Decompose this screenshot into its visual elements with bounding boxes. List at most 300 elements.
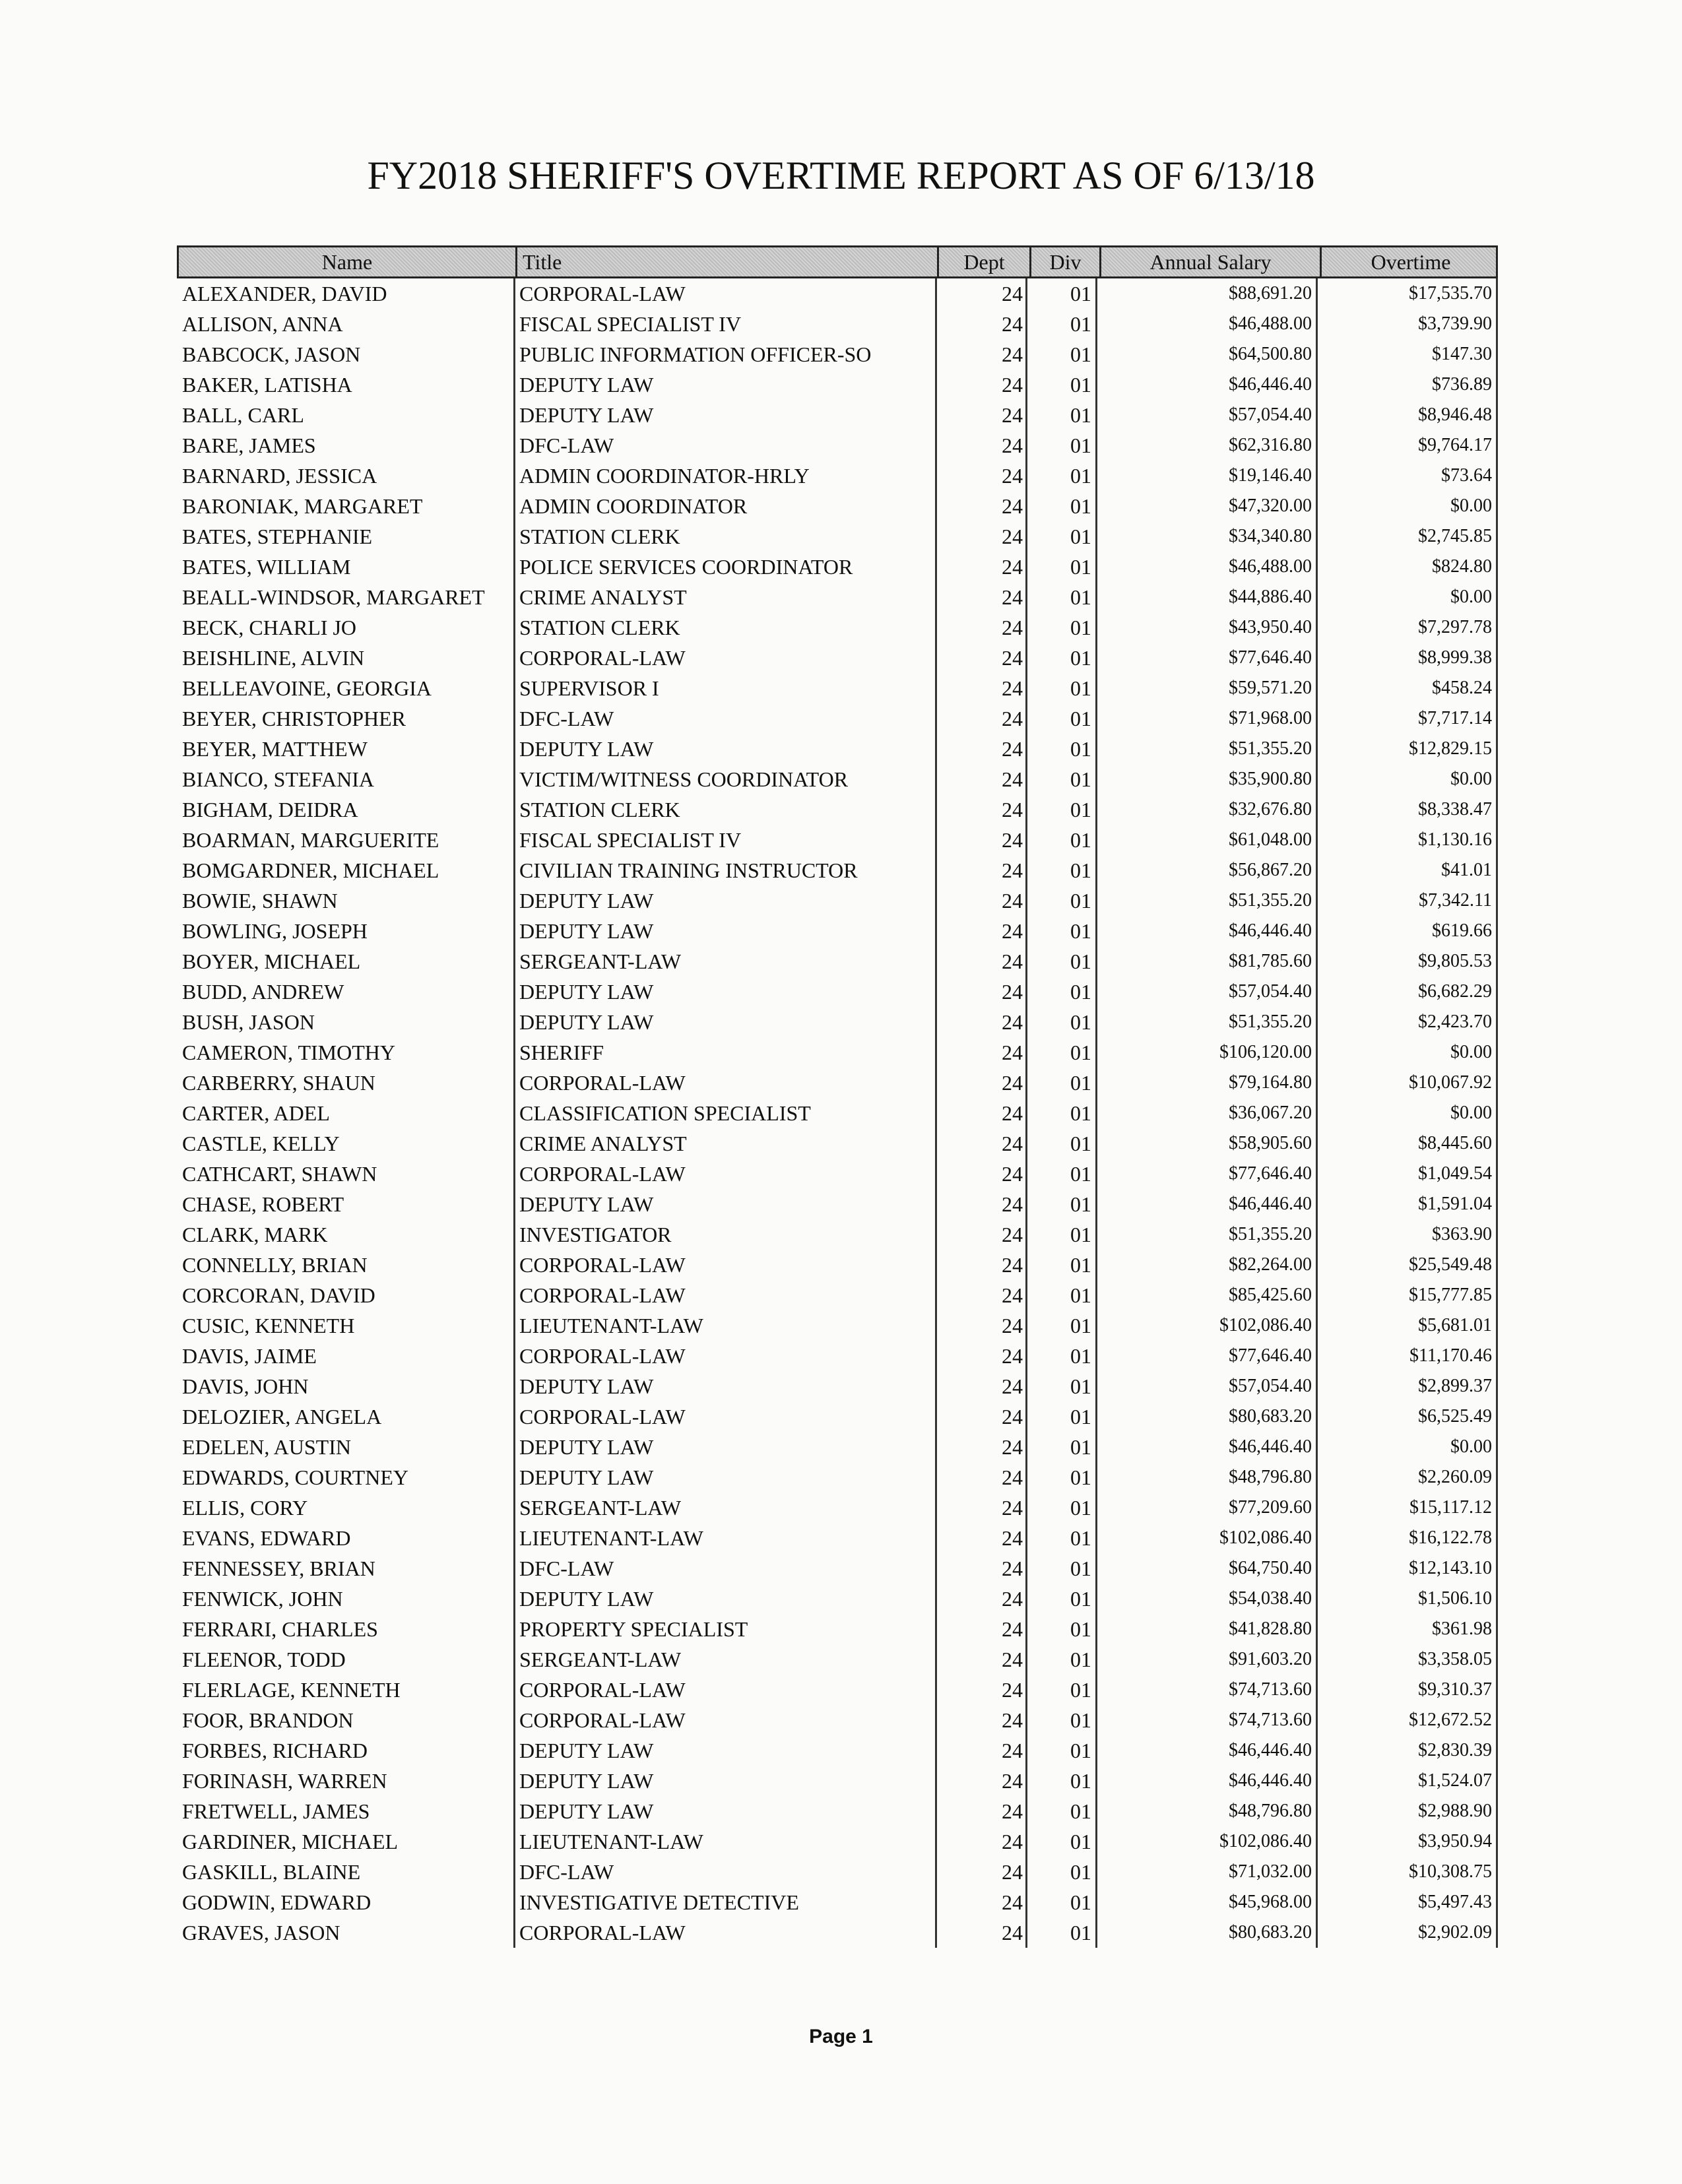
cell-name: BABCOCK, JASON [182, 342, 361, 366]
table-row [177, 1735, 1498, 1766]
cell-title: PUBLIC INFORMATION OFFICER-SO [513, 339, 935, 369]
cell-overtime: $2,260.09 [1318, 1462, 1498, 1493]
cell-dept: 24 [935, 430, 1027, 461]
cell-div: 01 [1027, 1401, 1097, 1432]
cell-overtime: $0.00 [1318, 1037, 1498, 1068]
cell-annual-salary: $45,968.00 [1097, 1887, 1318, 1917]
table-row [177, 400, 1498, 430]
cell-title: INVESTIGATOR [513, 1219, 935, 1250]
cell-name: BOWIE, SHAWN [182, 888, 338, 913]
cell-annual-salary: $54,038.40 [1097, 1584, 1318, 1614]
cell-overtime: $619.66 [1318, 916, 1498, 946]
cell-overtime: $9,764.17 [1318, 430, 1498, 461]
cell-dept: 24 [935, 1887, 1027, 1917]
cell-div: 01 [1027, 794, 1097, 825]
cell-dept: 24 [935, 612, 1027, 643]
cell-dept: 24 [935, 825, 1027, 855]
cell-dept: 24 [935, 1250, 1027, 1280]
cell-overtime: $3,739.90 [1318, 309, 1498, 339]
cell-overtime: $363.90 [1318, 1219, 1498, 1250]
cell-annual-salary: $32,676.80 [1097, 794, 1318, 825]
cell-overtime: $12,143.10 [1318, 1553, 1498, 1584]
table-row [177, 977, 1498, 1007]
table-row [177, 1523, 1498, 1553]
cell-annual-salary: $46,446.40 [1097, 1766, 1318, 1796]
cell-title: STATION CLERK [513, 521, 935, 552]
cell-dept: 24 [935, 1735, 1027, 1766]
cell-name: CLARK, MARK [182, 1222, 328, 1246]
cell-div: 01 [1027, 916, 1097, 946]
cell-overtime: $2,745.85 [1318, 521, 1498, 552]
cell-annual-salary: $57,054.40 [1097, 977, 1318, 1007]
cell-annual-salary: $74,713.60 [1097, 1705, 1318, 1735]
cell-title: DEPUTY LAW [513, 1584, 935, 1614]
table-row [177, 1493, 1498, 1523]
cell-div: 01 [1027, 400, 1097, 430]
cell-overtime: $824.80 [1318, 552, 1498, 582]
cell-dept: 24 [935, 1644, 1027, 1675]
cell-title: FISCAL SPECIALIST IV [513, 309, 935, 339]
cell-title: CORPORAL-LAW [513, 1159, 935, 1189]
cell-div: 01 [1027, 1493, 1097, 1523]
cell-name: FORBES, RICHARD [182, 1738, 368, 1762]
cell-dept: 24 [935, 1675, 1027, 1705]
cell-title: DEPUTY LAW [513, 1766, 935, 1796]
cell-div: 01 [1027, 1007, 1097, 1037]
cell-name: FORINASH, WARREN [182, 1768, 387, 1793]
cell-title: CIVILIAN TRAINING INSTRUCTOR [513, 855, 935, 885]
cell-annual-salary: $51,355.20 [1097, 734, 1318, 764]
table-row [177, 794, 1498, 825]
cell-title: CLASSIFICATION SPECIALIST [513, 1098, 935, 1128]
cell-dept: 24 [935, 1371, 1027, 1401]
cell-annual-salary: $46,446.40 [1097, 369, 1318, 400]
cell-title: DEPUTY LAW [513, 1735, 935, 1766]
cell-dept: 24 [935, 339, 1027, 369]
cell-dept: 24 [935, 1098, 1027, 1128]
cell-name: FERRARI, CHARLES [182, 1617, 378, 1641]
cell-overtime: $0.00 [1318, 1432, 1498, 1462]
cell-div: 01 [1027, 1523, 1097, 1553]
cell-annual-salary: $85,425.60 [1097, 1280, 1318, 1310]
table-row [177, 916, 1498, 946]
cell-title: ADMIN COORDINATOR-HRLY [513, 461, 935, 491]
cell-div: 01 [1027, 1037, 1097, 1068]
overtime-table [177, 245, 1498, 1948]
cell-name: BIANCO, STEFANIA [182, 767, 374, 791]
cell-dept: 24 [935, 885, 1027, 916]
cell-dept: 24 [935, 1128, 1027, 1159]
cell-annual-salary: $62,316.80 [1097, 430, 1318, 461]
cell-name: DAVIS, JOHN [182, 1374, 309, 1398]
cell-overtime: $8,999.38 [1318, 643, 1498, 673]
cell-overtime: $15,117.12 [1318, 1493, 1498, 1523]
cell-name: BARNARD, JESSICA [182, 463, 377, 488]
cell-div: 01 [1027, 1705, 1097, 1735]
cell-div: 01 [1027, 612, 1097, 643]
cell-title: DEPUTY LAW [513, 977, 935, 1007]
cell-name: EDWARDS, COURTNEY [182, 1465, 408, 1489]
cell-overtime: $8,946.48 [1318, 400, 1498, 430]
cell-annual-salary: $48,796.80 [1097, 1462, 1318, 1493]
cell-annual-salary: $77,209.60 [1097, 1493, 1318, 1523]
cell-title: SERGEANT-LAW [513, 946, 935, 977]
cell-name: CUSIC, KENNETH [182, 1313, 355, 1337]
cell-overtime: $458.24 [1318, 673, 1498, 703]
cell-dept: 24 [935, 1219, 1027, 1250]
cell-name: CAMERON, TIMOTHY [182, 1040, 395, 1064]
cell-div: 01 [1027, 1128, 1097, 1159]
cell-annual-salary: $80,683.20 [1097, 1917, 1318, 1948]
cell-title: DFC-LAW [513, 1857, 935, 1887]
cell-annual-salary: $35,900.80 [1097, 764, 1318, 794]
table-row [177, 1887, 1498, 1917]
table-row [177, 461, 1498, 491]
cell-annual-salary: $44,886.40 [1097, 582, 1318, 612]
cell-annual-salary: $46,446.40 [1097, 916, 1318, 946]
cell-annual-salary: $59,571.20 [1097, 673, 1318, 703]
cell-annual-salary: $41,828.80 [1097, 1614, 1318, 1644]
table-row [177, 521, 1498, 552]
table-row [177, 1796, 1498, 1826]
cell-div: 01 [1027, 461, 1097, 491]
cell-div: 01 [1027, 1766, 1097, 1796]
table-row [177, 1857, 1498, 1887]
cell-annual-salary: $64,750.40 [1097, 1553, 1318, 1584]
cell-name: BATES, STEPHANIE [182, 524, 373, 548]
cell-title: CORPORAL-LAW [513, 278, 935, 309]
table-header [177, 245, 1498, 278]
cell-overtime: $8,338.47 [1318, 794, 1498, 825]
table-row [177, 339, 1498, 369]
cell-title: CORPORAL-LAW [513, 1250, 935, 1280]
cell-overtime: $10,067.92 [1318, 1068, 1498, 1098]
cell-annual-salary: $51,355.20 [1097, 885, 1318, 916]
cell-dept: 24 [935, 1159, 1027, 1189]
cell-overtime: $25,549.48 [1318, 1250, 1498, 1280]
cell-name: BECK, CHARLI JO [182, 615, 357, 639]
cell-overtime: $7,342.11 [1318, 885, 1498, 916]
cell-div: 01 [1027, 1887, 1097, 1917]
cell-div: 01 [1027, 1917, 1097, 1948]
cell-dept: 24 [935, 916, 1027, 946]
cell-dept: 24 [935, 1917, 1027, 1948]
cell-name: ELLIS, CORY [182, 1495, 308, 1520]
cell-annual-salary: $56,867.20 [1097, 855, 1318, 885]
cell-title: DEPUTY LAW [513, 1462, 935, 1493]
cell-annual-salary: $81,785.60 [1097, 946, 1318, 977]
cell-dept: 24 [935, 1341, 1027, 1371]
cell-dept: 24 [935, 461, 1027, 491]
cell-name: CARTER, ADEL [182, 1101, 330, 1125]
cell-name: DAVIS, JAIME [182, 1343, 317, 1368]
cell-title: DEPUTY LAW [513, 369, 935, 400]
cell-annual-salary: $47,320.00 [1097, 491, 1318, 521]
cell-title: LIEUTENANT-LAW [513, 1310, 935, 1341]
cell-name: BUDD, ANDREW [182, 979, 344, 1004]
cell-dept: 24 [935, 1826, 1027, 1857]
cell-dept: 24 [935, 1857, 1027, 1887]
cell-title: INVESTIGATIVE DETECTIVE [513, 1887, 935, 1917]
cell-name: BAKER, LATISHA [182, 372, 352, 397]
cell-annual-salary: $46,446.40 [1097, 1432, 1318, 1462]
cell-name: DELOZIER, ANGELA [182, 1404, 382, 1429]
cell-name: EVANS, EDWARD [182, 1526, 351, 1550]
cell-dept: 24 [935, 1796, 1027, 1826]
cell-div: 01 [1027, 1280, 1097, 1310]
cell-dept: 24 [935, 1523, 1027, 1553]
column-header-annual-salary: Annual Salary [1099, 247, 1320, 276]
cell-annual-salary: $36,067.20 [1097, 1098, 1318, 1128]
cell-div: 01 [1027, 764, 1097, 794]
table-row [177, 825, 1498, 855]
cell-annual-salary: $64,500.80 [1097, 339, 1318, 369]
cell-overtime: $73.64 [1318, 461, 1498, 491]
cell-dept: 24 [935, 1068, 1027, 1098]
cell-overtime: $2,423.70 [1318, 1007, 1498, 1037]
cell-annual-salary: $71,968.00 [1097, 703, 1318, 734]
cell-overtime: $11,170.46 [1318, 1341, 1498, 1371]
table-row [177, 1584, 1498, 1614]
cell-div: 01 [1027, 369, 1097, 400]
cell-overtime: $0.00 [1318, 491, 1498, 521]
column-header-div: Div [1029, 247, 1099, 276]
cell-overtime: $12,672.52 [1318, 1705, 1498, 1735]
cell-annual-salary: $46,488.00 [1097, 552, 1318, 582]
table-row [177, 612, 1498, 643]
cell-title: DEPUTY LAW [513, 916, 935, 946]
cell-overtime: $7,297.78 [1318, 612, 1498, 643]
cell-div: 01 [1027, 1341, 1097, 1371]
cell-overtime: $147.30 [1318, 339, 1498, 369]
cell-title: DEPUTY LAW [513, 1007, 935, 1037]
cell-title: STATION CLERK [513, 612, 935, 643]
cell-annual-salary: $106,120.00 [1097, 1037, 1318, 1068]
table-row [177, 1250, 1498, 1280]
cell-title: SHERIFF [513, 1037, 935, 1068]
cell-div: 01 [1027, 491, 1097, 521]
cell-div: 01 [1027, 1462, 1097, 1493]
cell-overtime: $736.89 [1318, 369, 1498, 400]
cell-dept: 24 [935, 582, 1027, 612]
cell-dept: 24 [935, 552, 1027, 582]
table-row [177, 1401, 1498, 1432]
table-row [177, 1462, 1498, 1493]
cell-overtime: $0.00 [1318, 582, 1498, 612]
cell-annual-salary: $51,355.20 [1097, 1007, 1318, 1037]
table-row [177, 734, 1498, 764]
table-row [177, 582, 1498, 612]
cell-dept: 24 [935, 491, 1027, 521]
cell-name: BOMGARDNER, MICHAEL [182, 858, 439, 882]
cell-overtime: $41.01 [1318, 855, 1498, 885]
cell-overtime: $9,805.53 [1318, 946, 1498, 977]
cell-title: CORPORAL-LAW [513, 1068, 935, 1098]
cell-annual-salary: $77,646.40 [1097, 1159, 1318, 1189]
cell-dept: 24 [935, 977, 1027, 1007]
table-row [177, 855, 1498, 885]
table-row [177, 1189, 1498, 1219]
cell-div: 01 [1027, 1584, 1097, 1614]
table-row [177, 1128, 1498, 1159]
cell-dept: 24 [935, 400, 1027, 430]
cell-title: STATION CLERK [513, 794, 935, 825]
table-row [177, 1159, 1498, 1189]
cell-name: BOARMAN, MARGUERITE [182, 827, 439, 852]
cell-overtime: $3,358.05 [1318, 1644, 1498, 1675]
cell-overtime: $16,122.78 [1318, 1523, 1498, 1553]
cell-div: 01 [1027, 825, 1097, 855]
cell-dept: 24 [935, 1614, 1027, 1644]
cell-div: 01 [1027, 339, 1097, 369]
table-row [177, 278, 1498, 309]
cell-annual-salary: $79,164.80 [1097, 1068, 1318, 1098]
cell-annual-salary: $77,646.40 [1097, 1341, 1318, 1371]
table-row [177, 764, 1498, 794]
cell-name: BATES, WILLIAM [182, 554, 351, 579]
cell-name: BOYER, MICHAEL [182, 949, 361, 973]
page-number: Page 1 [809, 2026, 873, 2047]
cell-annual-salary: $88,691.20 [1097, 278, 1318, 309]
table-row [177, 1098, 1498, 1128]
cell-annual-salary: $46,488.00 [1097, 309, 1318, 339]
cell-title: CORPORAL-LAW [513, 1675, 935, 1705]
cell-title: SERGEANT-LAW [513, 1493, 935, 1523]
cell-overtime: $1,506.10 [1318, 1584, 1498, 1614]
column-header-dept: Dept [937, 247, 1029, 276]
cell-dept: 24 [935, 1766, 1027, 1796]
cell-annual-salary: $34,340.80 [1097, 521, 1318, 552]
cell-dept: 24 [935, 1432, 1027, 1462]
cell-div: 01 [1027, 1371, 1097, 1401]
cell-title: FISCAL SPECIALIST IV [513, 825, 935, 855]
cell-annual-salary: $46,446.40 [1097, 1189, 1318, 1219]
cell-title: CRIME ANALYST [513, 582, 935, 612]
table-row [177, 491, 1498, 521]
cell-div: 01 [1027, 1068, 1097, 1098]
table-row [177, 885, 1498, 916]
cell-name: CORCORAN, DAVID [182, 1283, 375, 1307]
cell-div: 01 [1027, 1857, 1097, 1887]
cell-annual-salary: $57,054.40 [1097, 1371, 1318, 1401]
cell-annual-salary: $71,032.00 [1097, 1857, 1318, 1887]
cell-name: CHASE, ROBERT [182, 1192, 344, 1216]
cell-overtime: $5,497.43 [1318, 1887, 1498, 1917]
cell-annual-salary: $46,446.40 [1097, 1735, 1318, 1766]
table-row [177, 369, 1498, 400]
cell-annual-salary: $102,086.40 [1097, 1826, 1318, 1857]
cell-annual-salary: $51,355.20 [1097, 1219, 1318, 1250]
cell-div: 01 [1027, 1098, 1097, 1128]
cell-div: 01 [1027, 521, 1097, 552]
cell-div: 01 [1027, 1675, 1097, 1705]
cell-overtime: $0.00 [1318, 1098, 1498, 1128]
cell-name: BARONIAK, MARGARET [182, 494, 423, 518]
cell-div: 01 [1027, 1159, 1097, 1189]
cell-name: ALEXANDER, DAVID [182, 281, 387, 305]
cell-title: CORPORAL-LAW [513, 1401, 935, 1432]
cell-div: 01 [1027, 1644, 1097, 1675]
cell-title: ADMIN COORDINATOR [513, 491, 935, 521]
cell-overtime: $5,681.01 [1318, 1310, 1498, 1341]
cell-title: LIEUTENANT-LAW [513, 1826, 935, 1857]
cell-overtime: $6,525.49 [1318, 1401, 1498, 1432]
cell-div: 01 [1027, 1189, 1097, 1219]
table-row [177, 552, 1498, 582]
cell-annual-salary: $77,646.40 [1097, 643, 1318, 673]
cell-name: CARBERRY, SHAUN [182, 1070, 375, 1095]
cell-title: CRIME ANALYST [513, 1128, 935, 1159]
cell-div: 01 [1027, 1614, 1097, 1644]
cell-overtime: $6,682.29 [1318, 977, 1498, 1007]
table-row [177, 1037, 1498, 1068]
cell-title: CORPORAL-LAW [513, 1917, 935, 1948]
cell-div: 01 [1027, 734, 1097, 764]
cell-name: BALL, CARL [182, 402, 304, 427]
cell-dept: 24 [935, 794, 1027, 825]
cell-name: BIGHAM, DEIDRA [182, 797, 358, 821]
table-row [177, 1614, 1498, 1644]
table-row [177, 673, 1498, 703]
table-row [177, 1826, 1498, 1857]
cell-annual-salary: $80,683.20 [1097, 1401, 1318, 1432]
cell-div: 01 [1027, 673, 1097, 703]
cell-div: 01 [1027, 946, 1097, 977]
cell-div: 01 [1027, 1735, 1097, 1766]
cell-title: PROPERTY SPECIALIST [513, 1614, 935, 1644]
cell-annual-salary: $19,146.40 [1097, 461, 1318, 491]
cell-dept: 24 [935, 1705, 1027, 1735]
report-title: FY2018 SHERIFF'S OVERTIME REPORT AS OF 6/13/18 [367, 154, 1315, 197]
cell-dept: 24 [935, 309, 1027, 339]
cell-name: BEISHLINE, ALVIN [182, 645, 365, 670]
cell-overtime: $2,899.37 [1318, 1371, 1498, 1401]
cell-dept: 24 [935, 521, 1027, 552]
cell-title: DFC-LAW [513, 1553, 935, 1584]
cell-title: DEPUTY LAW [513, 1796, 935, 1826]
cell-dept: 24 [935, 1584, 1027, 1614]
cell-annual-salary: $82,264.00 [1097, 1250, 1318, 1280]
cell-div: 01 [1027, 1250, 1097, 1280]
cell-overtime: $15,777.85 [1318, 1280, 1498, 1310]
table-body [177, 278, 1498, 1948]
cell-overtime: $2,902.09 [1318, 1917, 1498, 1948]
cell-title: DEPUTY LAW [513, 400, 935, 430]
cell-dept: 24 [935, 1553, 1027, 1584]
table-row [177, 1371, 1498, 1401]
cell-annual-salary: $74,713.60 [1097, 1675, 1318, 1705]
table-row [177, 1280, 1498, 1310]
cell-overtime: $361.98 [1318, 1614, 1498, 1644]
cell-dept: 24 [935, 764, 1027, 794]
cell-dept: 24 [935, 369, 1027, 400]
cell-annual-salary: $102,086.40 [1097, 1523, 1318, 1553]
cell-name: GARDINER, MICHAEL [182, 1829, 399, 1853]
cell-dept: 24 [935, 643, 1027, 673]
cell-div: 01 [1027, 430, 1097, 461]
cell-overtime: $2,988.90 [1318, 1796, 1498, 1826]
cell-overtime: $9,310.37 [1318, 1675, 1498, 1705]
table-row [177, 1644, 1498, 1675]
table-row [177, 1310, 1498, 1341]
cell-overtime: $1,130.16 [1318, 825, 1498, 855]
cell-overtime: $2,830.39 [1318, 1735, 1498, 1766]
cell-name: BUSH, JASON [182, 1010, 315, 1034]
cell-title: DFC-LAW [513, 703, 935, 734]
cell-title: CORPORAL-LAW [513, 1280, 935, 1310]
table-row [177, 1553, 1498, 1584]
cell-dept: 24 [935, 855, 1027, 885]
